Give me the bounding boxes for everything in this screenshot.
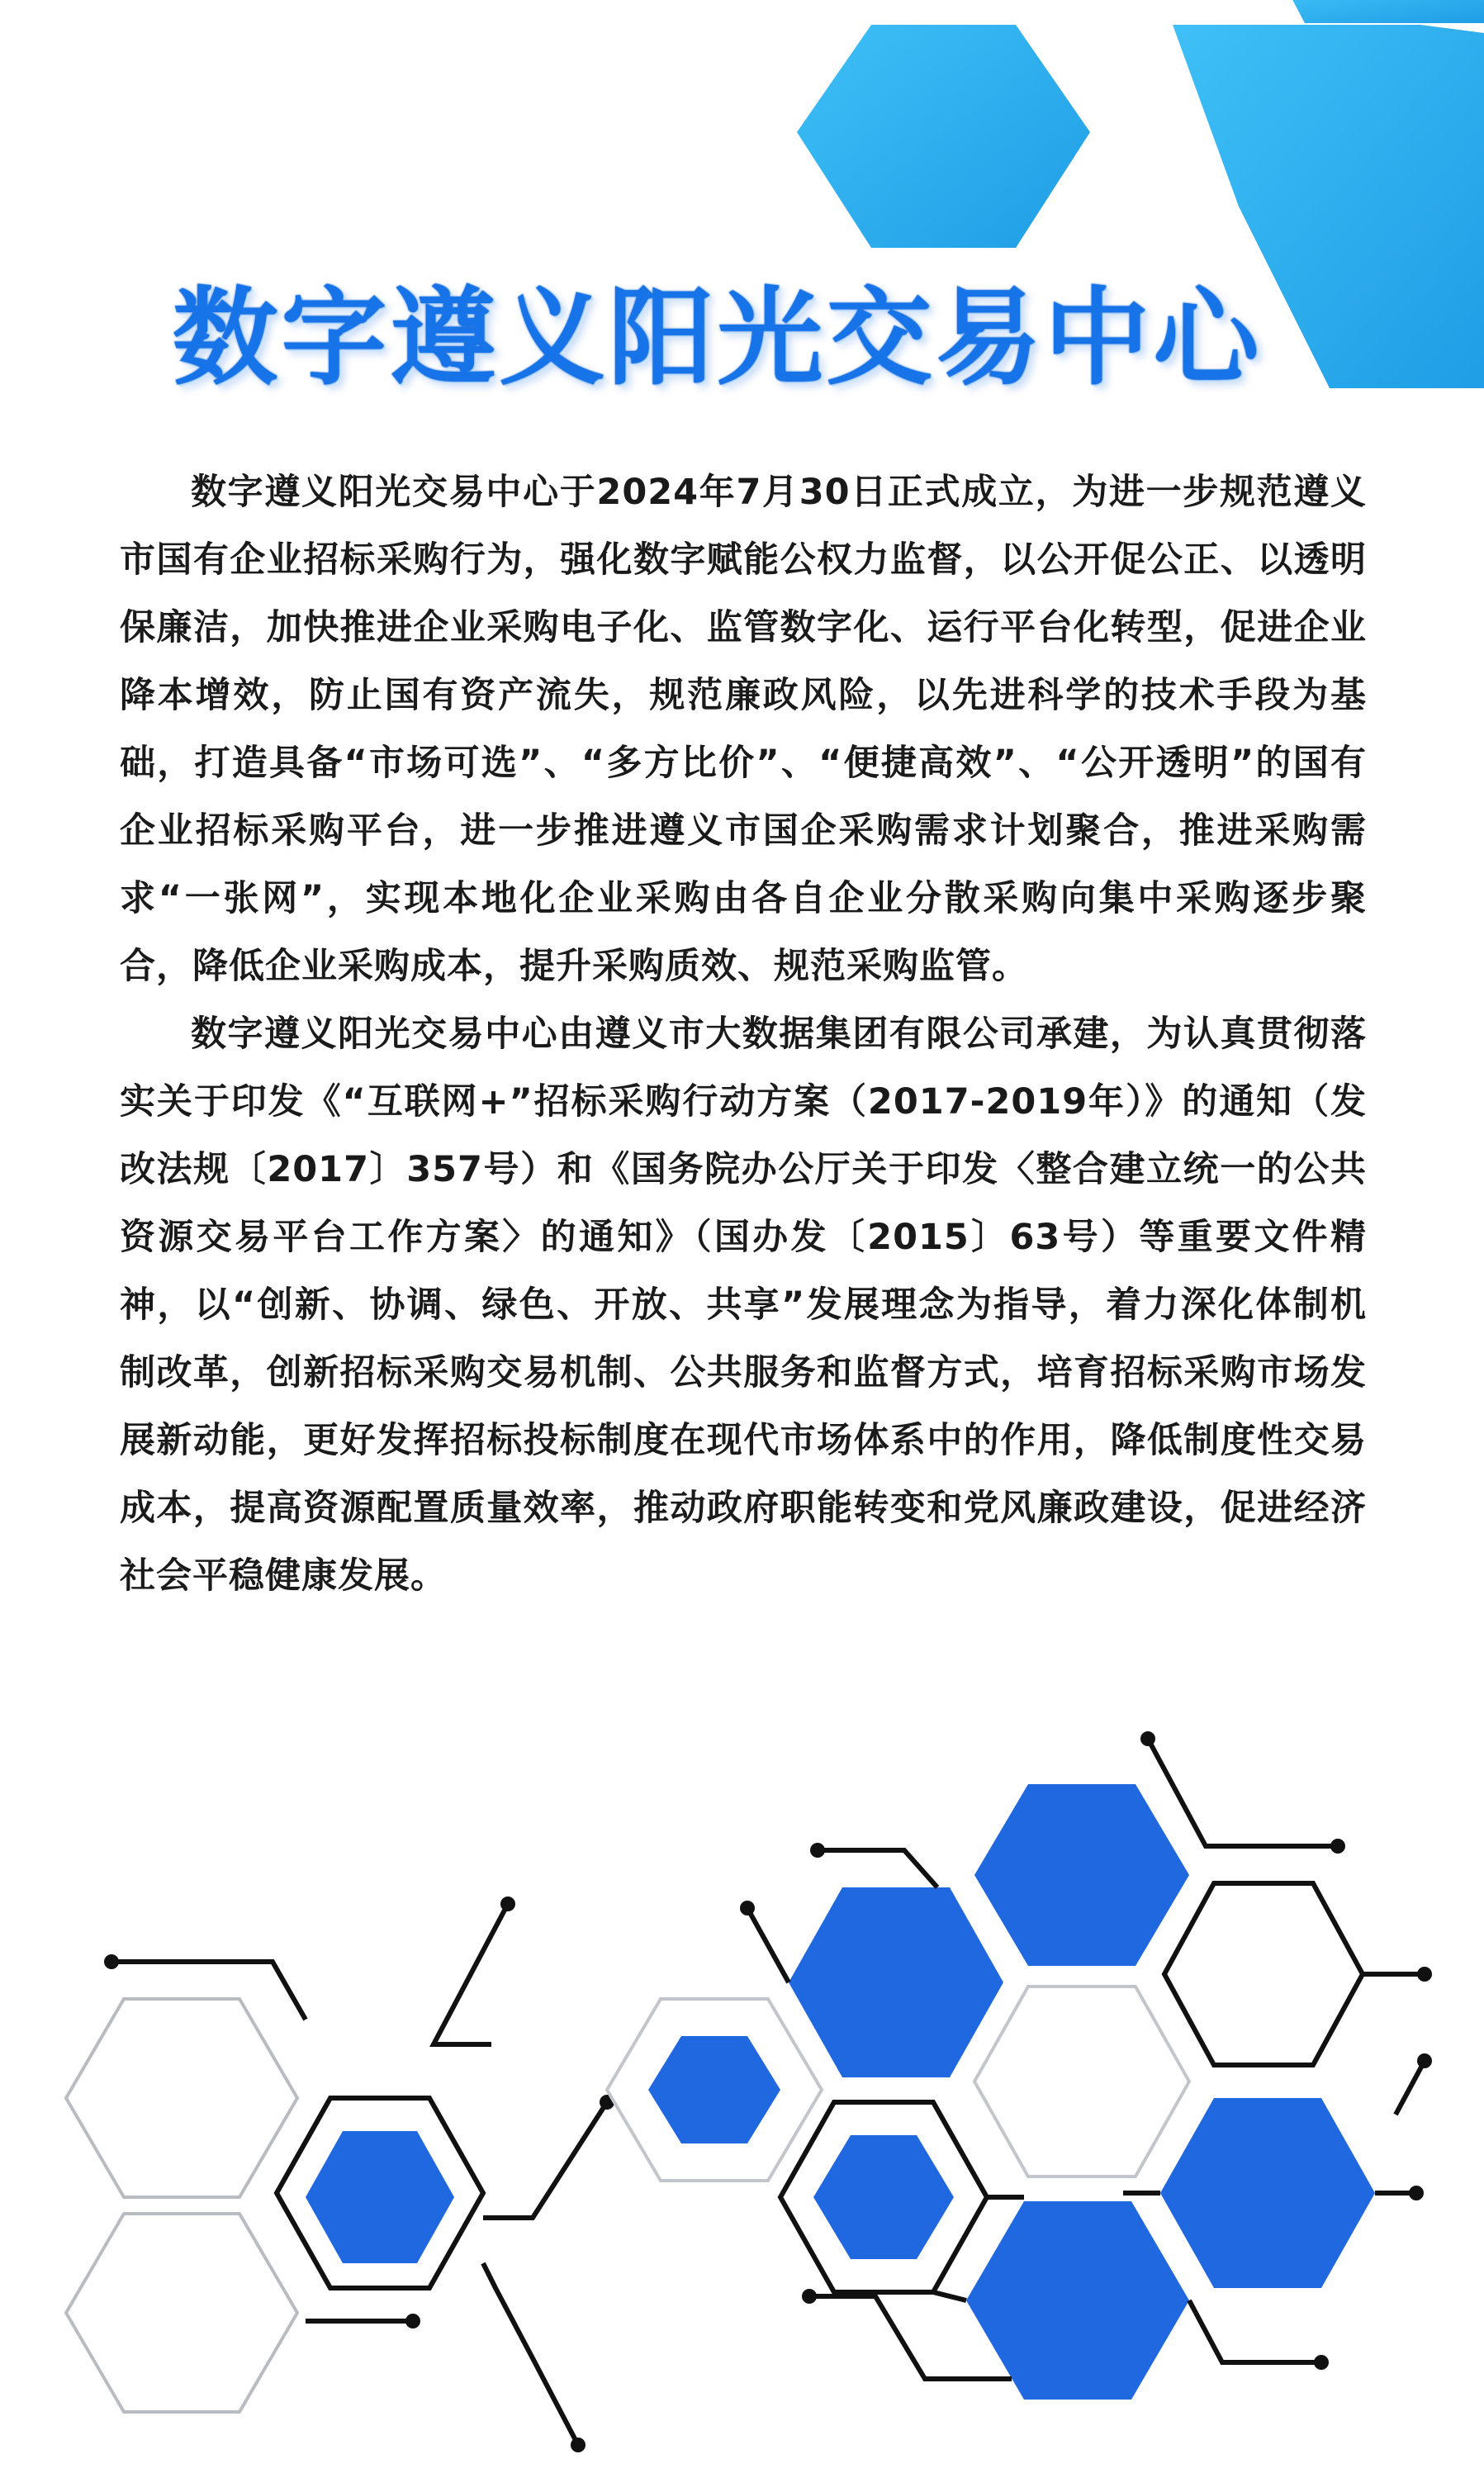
wire-lower-2 <box>1189 2300 1321 2362</box>
wire-left-4 <box>483 2263 578 2445</box>
wire-left-3 <box>483 2102 607 2218</box>
wire-right-2 <box>1396 2061 1425 2115</box>
blue-hexagon-center-upper <box>789 1887 1003 2077</box>
wire-center-1 <box>818 1850 937 1887</box>
grey-hexagon-left-top <box>66 1999 297 2197</box>
wire-center-3 <box>1148 1739 1338 1846</box>
blue-hexagon-right <box>1160 2098 1375 2288</box>
grey-hexagon-center <box>974 1987 1189 2177</box>
grey-hexagon-left-bottom <box>66 2214 297 2412</box>
blue-hexagon-lower <box>966 2201 1189 2400</box>
wire-lower-3 <box>933 2292 966 2300</box>
blue-hexagon-top <box>974 1784 1189 1966</box>
page-title: 数字遵义阳光交易中心 <box>172 277 1263 400</box>
paragraph-2: 数字遵义阳光交易中心由遵义市大数据集团有限公司承建，为认真贯彻落实关于印发《“互联网+”招标采购行动方案（2017-2019年）》的通知（发改法规〔2017〕357号）和《国务院办公厅关于印发〈整合建立统一的公共资源交易平台工作方案〉的通知》（国办发〔2015〕63号）等重要文件精神，以“创新、协调、绿色、开放、共享”发展理念为指导，着力深化体制机制改革，创新招标采购交易机制、公共服务和监督方式，培育招标采购市场发展新动能，更好发挥招标投标制度在现代市场体系中的作用，降低制度性交易成本，提高资源配置质量效率，推动政府职能转变和党风廉政建设，促进经济社会平稳健康发展。 <box>120 1014 1367 1597</box>
paragraph-1: 数字遵义阳光交易中心于2024年7月30日正式成立，为进一步规范遵义市国有企业招标采购行为，强化数字赋能公权力监督，以公开促公正、以透明保廉洁，加快推进企业采购电子化、监管数字化、运行平台化转型，促进企业降本增效，防止国有资产流失，规范廉政风险，以先进科学的技术手段为基础，打造具备“市场可选”、“多方比价”、“便捷高效”、“公开透明”的国有企业招标采购平台，进一步推进遵义市国企采购需求计划聚合，推进采购需求“一张网”，实现本地化企业采购由各自企业分散采购向集中采购逐步聚合，降低企业采购成本，提升采购质效、规范采购监管。 <box>120 472 1367 987</box>
wire-left-2 <box>434 1904 508 2044</box>
blue-hexagon-center-small <box>813 2135 954 2259</box>
blue-hexagon-left <box>306 2131 454 2263</box>
wire-left-1 <box>111 1962 306 2020</box>
outline-hexagon-right <box>1164 1883 1363 2065</box>
wire-center-2 <box>747 1908 789 1982</box>
